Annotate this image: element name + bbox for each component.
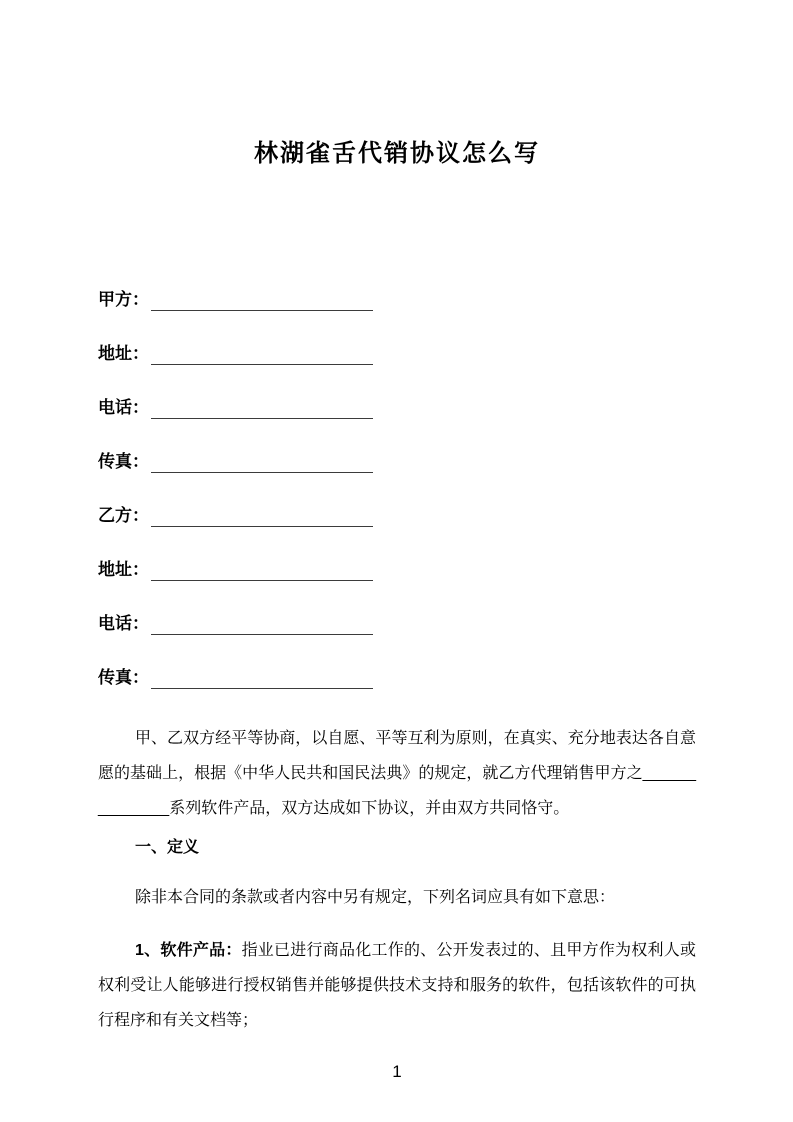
definitions-intro-paragraph: 除非本合同的条款或者内容中另有规定，下列名词应具有如下意思： <box>135 889 616 906</box>
parties-form <box>98 289 696 689</box>
page-number: 1 <box>392 1062 402 1081</box>
field-row-phone-b <box>98 613 696 635</box>
definition-1-term: 1、软件产品： <box>135 942 242 959</box>
blank-underline <box>151 291 373 311</box>
blank-underline <box>151 507 373 527</box>
field-row-address-a <box>98 343 696 365</box>
preamble-paragraph: 甲、乙双方经平等协商，以自愿、平等互利为原则，在真实、充分地表达各自意愿的基础上，根据《中华人民共和国民法典》的规定，就乙方代理销售甲方之______​________系列软件产品，双方达成如下协议，并由双方共同恪守。 <box>98 730 696 817</box>
blank-underline <box>151 615 373 635</box>
blank-underline <box>151 399 373 419</box>
section-heading-definitions: 一、定义 <box>135 839 200 856</box>
field-label-address-b: 地址： <box>98 560 149 579</box>
blank-underline <box>151 345 373 365</box>
field-label-phone-a: 电话： <box>98 398 149 417</box>
field-row-phone-a <box>98 397 696 419</box>
blank-underline <box>151 453 373 473</box>
field-row-party-b <box>98 505 696 527</box>
blank-underline <box>151 561 373 581</box>
field-label-address-a: 地址： <box>98 344 149 363</box>
field-row-fax-b <box>98 667 696 689</box>
field-row-fax-a <box>98 451 696 473</box>
field-label-fax-a: 传真： <box>98 452 149 471</box>
definition-1-paragraph <box>98 933 696 1038</box>
field-row-address-b <box>98 559 696 581</box>
field-label-fax-b: 传真： <box>98 668 149 687</box>
field-label-party-b: 乙方： <box>98 506 149 525</box>
field-label-phone-b: 电话： <box>98 614 149 633</box>
blank-underline <box>151 669 373 689</box>
document-title: 林湖雀舌代销协议怎么写 <box>254 140 540 167</box>
definition-1-text: 指业已进行商品化工作的、公开发表过的、且甲方作为权利人或权利受让人能够进行授权销售并能够提供技术支持和服务的软件，包括该软件的可执行程序和有关文档等； <box>98 942 696 1029</box>
field-row-party-a <box>98 289 696 311</box>
field-label-party-a: 甲方： <box>98 290 149 309</box>
